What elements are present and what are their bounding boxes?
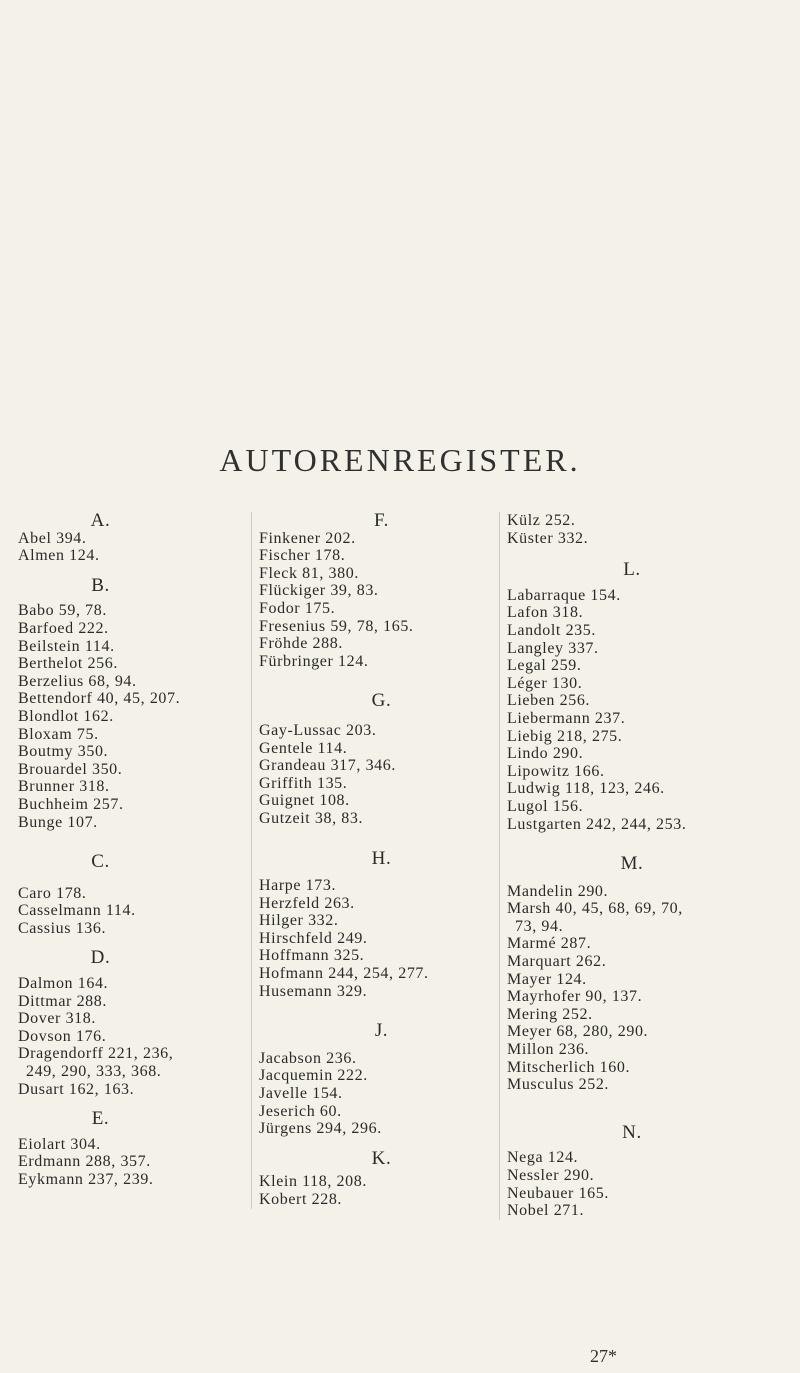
- index-entry: Labarraque 154.: [507, 586, 621, 604]
- index-entry: Hoffmann 325.: [259, 947, 365, 965]
- index-entry: Millon 236.: [507, 1041, 590, 1059]
- index-entry: Brouardel 350.: [18, 760, 123, 778]
- index-entry: Flückiger 39, 83.: [259, 582, 379, 600]
- section-letter: L.: [623, 559, 641, 581]
- section-letter: M.: [620, 853, 644, 875]
- index-entry: Berthelot 256.: [18, 655, 118, 673]
- index-entry: Fleck 81, 380.: [259, 564, 359, 582]
- index-entry: Liebig 218, 275.: [507, 727, 623, 745]
- index-entry: Külz 252.: [507, 512, 576, 529]
- index-entry: Beilstein 114.: [18, 637, 115, 655]
- index-entry: Boutmy 350.: [18, 743, 109, 761]
- index-entry: Harpe 173.: [259, 877, 337, 895]
- index-entry: Almen 124.: [18, 547, 100, 565]
- index-entry: Küster 332.: [507, 529, 589, 547]
- index-entry: Herzfeld 263.: [259, 894, 355, 912]
- index-entry: Nobel 271.: [507, 1202, 585, 1220]
- index-entry: Fischer 178.: [259, 547, 346, 565]
- index-entry: Ludwig 118, 123, 246.: [507, 780, 665, 798]
- index-entry: Bunge 107.: [18, 813, 98, 831]
- index-entry: Lindo 290.: [507, 745, 584, 763]
- index-entry: Caro 178.: [18, 884, 87, 902]
- index-entry: Husemann 329.: [259, 982, 368, 1000]
- section-letter: D.: [90, 947, 111, 969]
- index-entry: Hofmann 244, 254, 277.: [259, 965, 429, 983]
- signature-mark: 27*: [590, 1346, 617, 1366]
- index-entry: Gay-Lussac 203.: [259, 721, 377, 739]
- section-letter: E.: [91, 1108, 110, 1130]
- index-entry: Abel 394.: [18, 529, 87, 547]
- index-entry: Langley 337.: [507, 639, 599, 657]
- index-entry: Nessler 290.: [507, 1167, 595, 1184]
- section-letter: C.: [91, 851, 110, 873]
- index-entry: Casselmann 114.: [18, 902, 136, 920]
- index-entry: Fresenius 59, 78, 165.: [259, 617, 414, 635]
- index-entry: Dusart 162, 163.: [18, 1080, 135, 1098]
- index-entry: Liebermann 237.: [507, 709, 626, 727]
- section-letter: F.: [374, 510, 389, 531]
- index-entry: Musculus 252.: [507, 1076, 610, 1094]
- index-entry: Lipowitz 166.: [507, 762, 605, 780]
- index-entry: Fodor 175.: [259, 599, 336, 617]
- index-entry: Eiolart 304.: [18, 1135, 101, 1153]
- section-letter: B.: [91, 574, 110, 596]
- section-letter: J.: [374, 1020, 389, 1042]
- index-entry: Eykmann 237, 239.: [18, 1171, 154, 1188]
- index-entry: Mandelin 290.: [507, 882, 609, 900]
- section-letter: G.: [371, 690, 392, 712]
- index-entry: Erdmann 288, 357.: [18, 1153, 151, 1171]
- index-entry: Grandeau 317, 346.: [259, 757, 396, 775]
- index-entry: Meyer 68, 280, 290.: [507, 1023, 649, 1041]
- section-letter: A.: [90, 510, 111, 531]
- index-column-3: [499, 512, 800, 1220]
- index-entry: Marmé 287.: [507, 935, 592, 953]
- index-entry: Neubauer 165.: [507, 1184, 609, 1202]
- index-entry: Gutzeit 38, 83.: [259, 809, 364, 827]
- index-entry: Bettendorf 40, 45, 207.: [18, 690, 181, 708]
- index-entry: Hirschfeld 249.: [259, 929, 368, 947]
- index-entry: Jacabson 236.: [259, 1049, 357, 1067]
- index-entry: Landolt 235.: [507, 621, 596, 639]
- index-entry: Fröhde 288.: [259, 635, 343, 653]
- index-entry: Mering 252.: [507, 1005, 593, 1023]
- index-entry: Legal 259.: [507, 657, 582, 675]
- index-entry: Mayer 124.: [507, 970, 587, 988]
- section-letter: H.: [371, 847, 392, 869]
- index-entry: Gentele 114.: [259, 739, 348, 757]
- index-entry: Berzelius 68, 94.: [18, 672, 137, 690]
- index-entry: Klein 118, 208.: [259, 1173, 367, 1191]
- index-entry: Cassius 136.: [18, 919, 107, 937]
- index-entry: Dittmar 288.: [18, 992, 107, 1010]
- index-column-1: [18, 512, 268, 1189]
- index-entry: Brunner 318.: [18, 778, 110, 796]
- index-entry: Bloxam 75.: [18, 725, 99, 743]
- index-entry: Guignet 108.: [259, 792, 350, 810]
- section-letter: K.: [371, 1147, 392, 1169]
- index-entry: Hilger 332.: [259, 912, 339, 930]
- index-entry: Buchheim 257.: [18, 795, 124, 813]
- index-entry: Léger 130.: [507, 674, 583, 692]
- index-entry: Fürbringer 124.: [259, 652, 369, 670]
- page-title: AUTORENREGISTER.: [219, 442, 581, 478]
- index-entry: Finkener 202.: [259, 529, 356, 547]
- index-entry: Kobert 228.: [259, 1191, 343, 1208]
- index-entry: Jeserich 60.: [259, 1102, 342, 1120]
- section-letter: N.: [622, 1121, 642, 1143]
- index-entry: Marquart 262.: [507, 953, 607, 971]
- index-entry: Lustgarten 242, 244, 253.: [507, 815, 687, 833]
- index-entry: Jacquemin 222.: [259, 1067, 368, 1085]
- index-entry: Lafon 318.: [507, 604, 584, 622]
- index-entry: Dover 318.: [18, 1010, 96, 1028]
- index-entry: Dovson 176.: [18, 1027, 107, 1045]
- index-entry: Marsh 40, 45, 68, 69, 70,: [507, 900, 683, 918]
- index-entry: Mayrhofer 90, 137.: [507, 988, 643, 1006]
- index-entry: Mitscherlich 160.: [507, 1058, 631, 1076]
- index-entry-continuation: 249, 290, 333, 368.: [26, 1063, 162, 1081]
- index-entry: Babo 59, 78.: [18, 602, 107, 620]
- index-column-2: [251, 512, 514, 1209]
- index-entry: Jürgens 294, 296.: [259, 1120, 382, 1138]
- index-entry: Blondlot 162.: [18, 707, 114, 725]
- index-entry-continuation: 73, 94.: [515, 917, 564, 935]
- index-entry: Lieben 256.: [507, 692, 591, 710]
- index-entry: Dalmon 164.: [18, 975, 109, 993]
- index-entry: Barfoed 222.: [18, 619, 109, 637]
- index-entry: Dragendorff 221, 236,: [18, 1045, 174, 1063]
- index-entry: Nega 124.: [507, 1149, 579, 1167]
- index-entry: Griffith 135.: [259, 774, 348, 792]
- index-entry: Lugol 156.: [507, 797, 584, 815]
- index-entry: Javelle 154.: [259, 1085, 343, 1103]
